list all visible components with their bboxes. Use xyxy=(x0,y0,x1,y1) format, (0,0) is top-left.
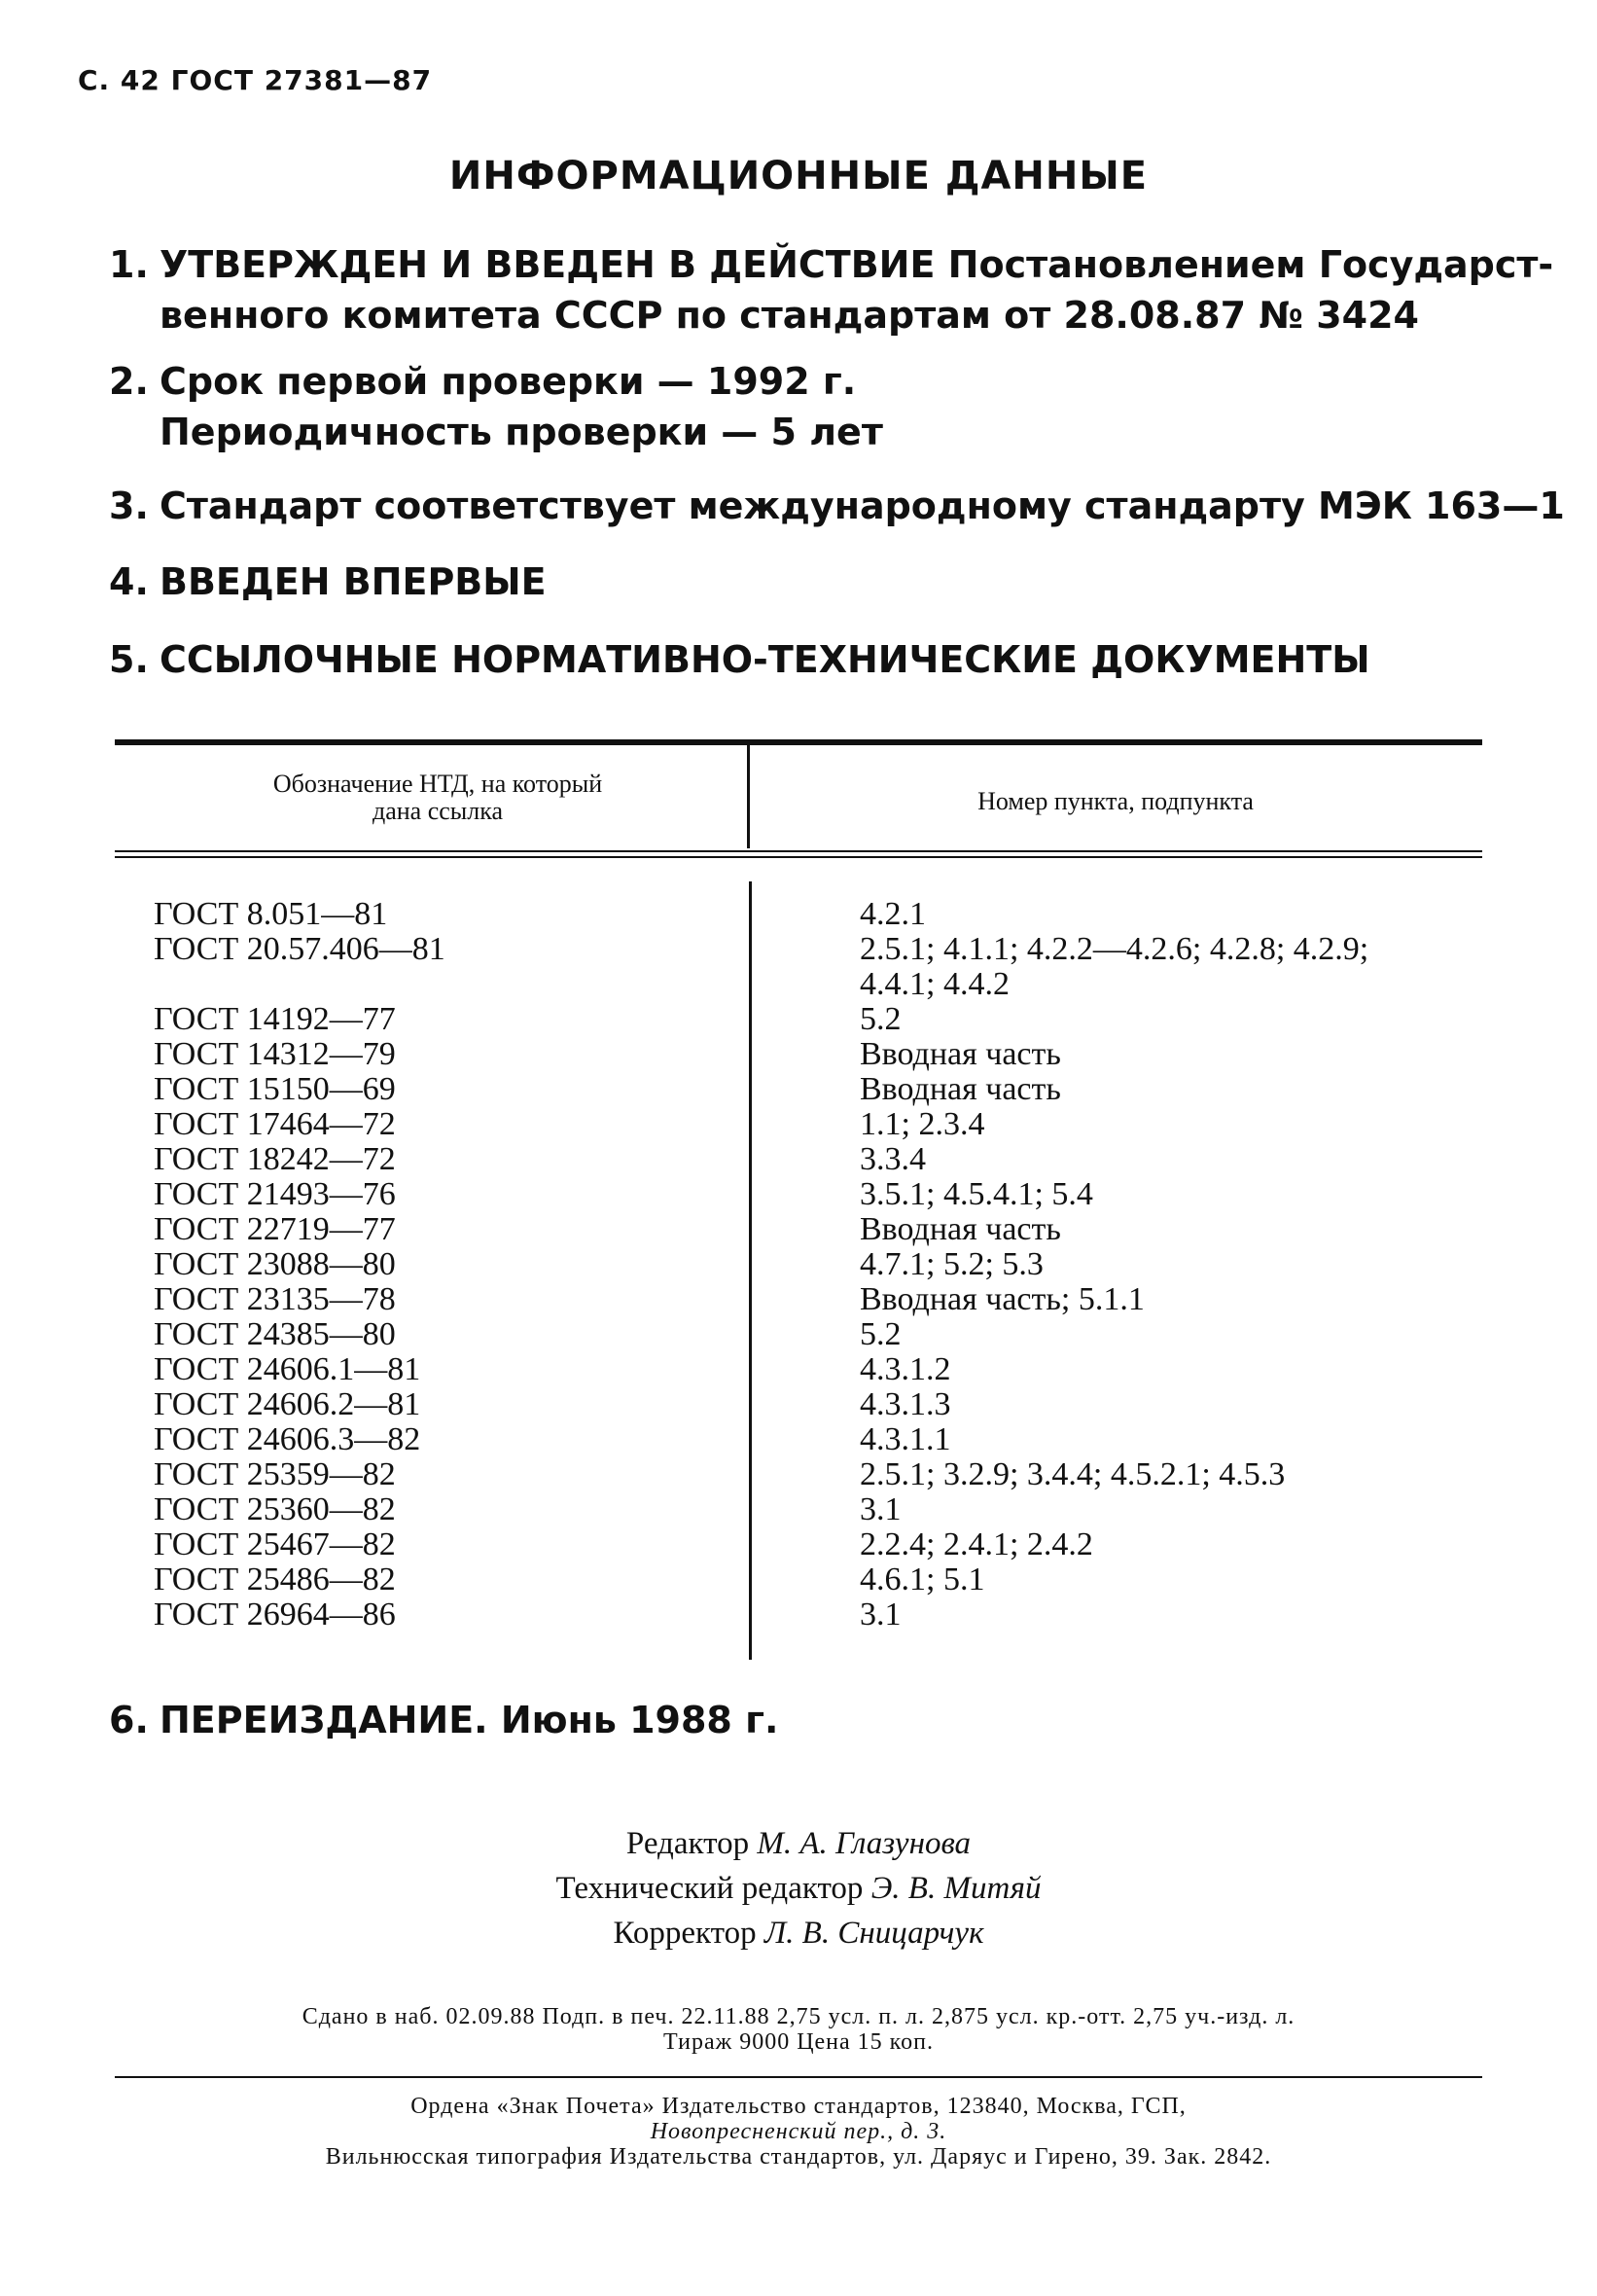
imprint-print-data xyxy=(113,2004,1484,2055)
header-line: дана ссылка xyxy=(372,797,504,825)
item-line: ПЕРЕИЗДАНИЕ. Июнь 1988 г. xyxy=(160,1699,779,1741)
item-line xyxy=(160,239,1554,290)
imprint-rule xyxy=(115,2076,1482,2078)
table-ref-cell: Вводная часть xyxy=(860,1036,1061,1072)
table-refs-column xyxy=(860,897,1482,1632)
table-doc-cell: ГОСТ 14312—79 xyxy=(154,1036,396,1072)
table-ref-cell: 4.3.1.1 xyxy=(860,1421,951,1457)
info-item-1 xyxy=(109,239,1554,341)
imprint-line: Тираж 9000 Цена 15 коп. xyxy=(663,2029,934,2055)
item-line: ССЫЛОЧНЫЕ НОРМАТИВНО-ТЕХНИЧЕСКИЕ ДОКУМЕНТЫ xyxy=(160,638,1370,681)
item-number: 3. xyxy=(109,484,149,527)
table-doc-cell: ГОСТ 23088—80 xyxy=(154,1246,396,1282)
item-text: Постановлением Государст- xyxy=(935,243,1554,286)
table-header-col1 xyxy=(146,771,729,825)
table-doc-cell: ГОСТ 14192—77 xyxy=(154,1001,396,1037)
item-number: 4. xyxy=(109,560,149,603)
table-header-divider xyxy=(747,745,750,848)
table-header-rule-double xyxy=(115,856,1482,858)
item-line: Периодичность проверки — 5 лет xyxy=(160,411,883,453)
table-ref-cell: Вводная часть; 5.1.1 xyxy=(860,1281,1145,1317)
info-item-6 xyxy=(109,1695,1474,1745)
table-ref-cell: 2.2.4; 2.4.1; 2.4.2 xyxy=(860,1526,1093,1562)
table-doc-cell: ГОСТ 21493—76 xyxy=(154,1176,396,1212)
table-ref-cell: 4.7.1; 5.2; 5.3 xyxy=(860,1246,1044,1282)
table-doc-cell: ГОСТ 24606.3—82 xyxy=(154,1421,421,1457)
info-item-3 xyxy=(109,481,1565,531)
credit-name: Э. В. Митяй xyxy=(870,1871,1042,1906)
table-doc-cell: ГОСТ 25359—82 xyxy=(154,1456,396,1492)
table-header-rule xyxy=(115,850,1482,852)
table-ref-cell: 2.5.1; 4.1.1; 4.2.2—4.2.6; 4.2.8; 4.2.9; xyxy=(860,931,1369,967)
credit-name: Л. В. Сницарчук xyxy=(763,1916,984,1951)
page-identifier: С. 42 ГОСТ 27381—87 xyxy=(78,64,433,96)
table-ref-cell: 3.3.4 xyxy=(860,1141,926,1177)
table-doc-cell: ГОСТ 24606.2—81 xyxy=(154,1386,421,1422)
credit-role: Редактор xyxy=(625,1826,750,1861)
table-row-spacer xyxy=(154,967,728,1002)
table-ref-cell: 3.1 xyxy=(860,1491,902,1527)
table-doc-cell: ГОСТ 18242—72 xyxy=(154,1141,396,1177)
credit-role: Корректор xyxy=(613,1916,757,1951)
table-doc-cell: ГОСТ 26964—86 xyxy=(154,1596,396,1632)
header-line: Обозначение НТД, на который xyxy=(272,770,603,798)
table-ref-cell: 1.1; 2.3.4 xyxy=(860,1106,985,1142)
item-line: Стандарт соответствует международному стандарту МЭК 163—1 xyxy=(160,484,1565,527)
imprint-line: Ордена «Знак Почета» Издательство стандартов, 123840, Москва, ГСП, xyxy=(410,2094,1187,2119)
item-number: 6. xyxy=(109,1699,149,1741)
item-line: Срок первой проверки — 1992 г. xyxy=(160,360,857,403)
table-ref-cell: 4.4.1; 4.4.2 xyxy=(860,966,1010,1002)
table-body-divider xyxy=(749,881,752,1660)
table-ref-cell: Вводная часть xyxy=(860,1211,1061,1247)
table-ref-cell: 4.2.1 xyxy=(860,896,926,932)
table-top-rule xyxy=(115,739,1482,745)
item-number: 2. xyxy=(109,360,149,403)
imprint-line: Сдано в наб. 02.09.88 Подп. в печ. 22.11.88 2,75 усл. п. л. 2,875 усл. кр.-отт. 2,75 уч.-изд. л. xyxy=(302,2004,1295,2029)
info-item-2 xyxy=(109,356,1474,457)
table-ref-cell: 3.1 xyxy=(860,1596,902,1632)
table-doc-cell: ГОСТ 25467—82 xyxy=(154,1526,396,1562)
credit-name: М. А. Глазунова xyxy=(757,1826,972,1861)
item-line: ВВЕДЕН ВПЕРВЫЕ xyxy=(160,560,547,603)
table-doc-column xyxy=(154,897,728,1632)
item-number: 5. xyxy=(109,638,149,681)
info-item-4 xyxy=(109,556,1474,607)
imprint-publisher xyxy=(113,2094,1484,2170)
credits-block xyxy=(0,1821,1597,1955)
item-bold-text: УТВЕРЖДЕН И ВВЕДЕН В ДЕЙСТВИЕ xyxy=(160,243,936,286)
table-ref-cell: 5.2 xyxy=(860,1316,902,1352)
imprint-line: Новопресненский пер., д. 3. xyxy=(650,2119,947,2144)
info-item-5 xyxy=(109,634,1474,685)
imprint-line: Вильнюсская типография Издательства стандартов, ул. Даряус и Гирено, 39. Зак. 2842. xyxy=(325,2144,1272,2170)
table-ref-cell: Вводная часть xyxy=(860,1071,1061,1107)
table-ref-cell: 2.5.1; 3.2.9; 3.4.4; 4.5.2.1; 4.5.3 xyxy=(860,1456,1286,1492)
table-doc-cell: ГОСТ 8.051—81 xyxy=(154,896,388,932)
table-ref-cell: 4.3.1.3 xyxy=(860,1386,951,1422)
table-doc-cell: ГОСТ 23135—78 xyxy=(154,1281,396,1317)
item-line xyxy=(160,290,1474,341)
table-ref-cell: 5.2 xyxy=(860,1001,902,1037)
table-doc-cell: ГОСТ 24385—80 xyxy=(154,1316,396,1352)
table-doc-cell: ГОСТ 25486—82 xyxy=(154,1561,396,1597)
table-doc-cell: ГОСТ 17464—72 xyxy=(154,1106,396,1142)
credit-role: Технический редактор xyxy=(555,1871,864,1906)
table-doc-cell: ГОСТ 20.57.406—81 xyxy=(154,931,445,967)
table-ref-cell: 4.3.1.2 xyxy=(860,1351,951,1387)
table-ref-cell: 3.5.1; 4.5.4.1; 5.4 xyxy=(860,1176,1093,1212)
table-doc-cell: ГОСТ 24606.1—81 xyxy=(154,1351,421,1387)
page-title: ИНФОРМАЦИОННЫЕ ДАННЫЕ xyxy=(448,154,1149,198)
table-doc-cell: ГОСТ 22719—77 xyxy=(154,1211,396,1247)
item-number: 1. xyxy=(109,243,149,286)
item-text: венного комитета СССР по стандартам от 28.08.87 № 3424 xyxy=(160,294,1419,337)
table-doc-cell: ГОСТ 15150—69 xyxy=(154,1071,396,1107)
credit-corrector xyxy=(0,1911,1597,1955)
table-doc-cell: ГОСТ 25360—82 xyxy=(154,1491,396,1527)
table-header-col2: Номер пункта, подпункта xyxy=(977,787,1254,815)
credit-tech-editor xyxy=(0,1866,1597,1911)
credit-editor xyxy=(0,1821,1597,1866)
table-ref-cell: 4.6.1; 5.1 xyxy=(860,1561,985,1597)
